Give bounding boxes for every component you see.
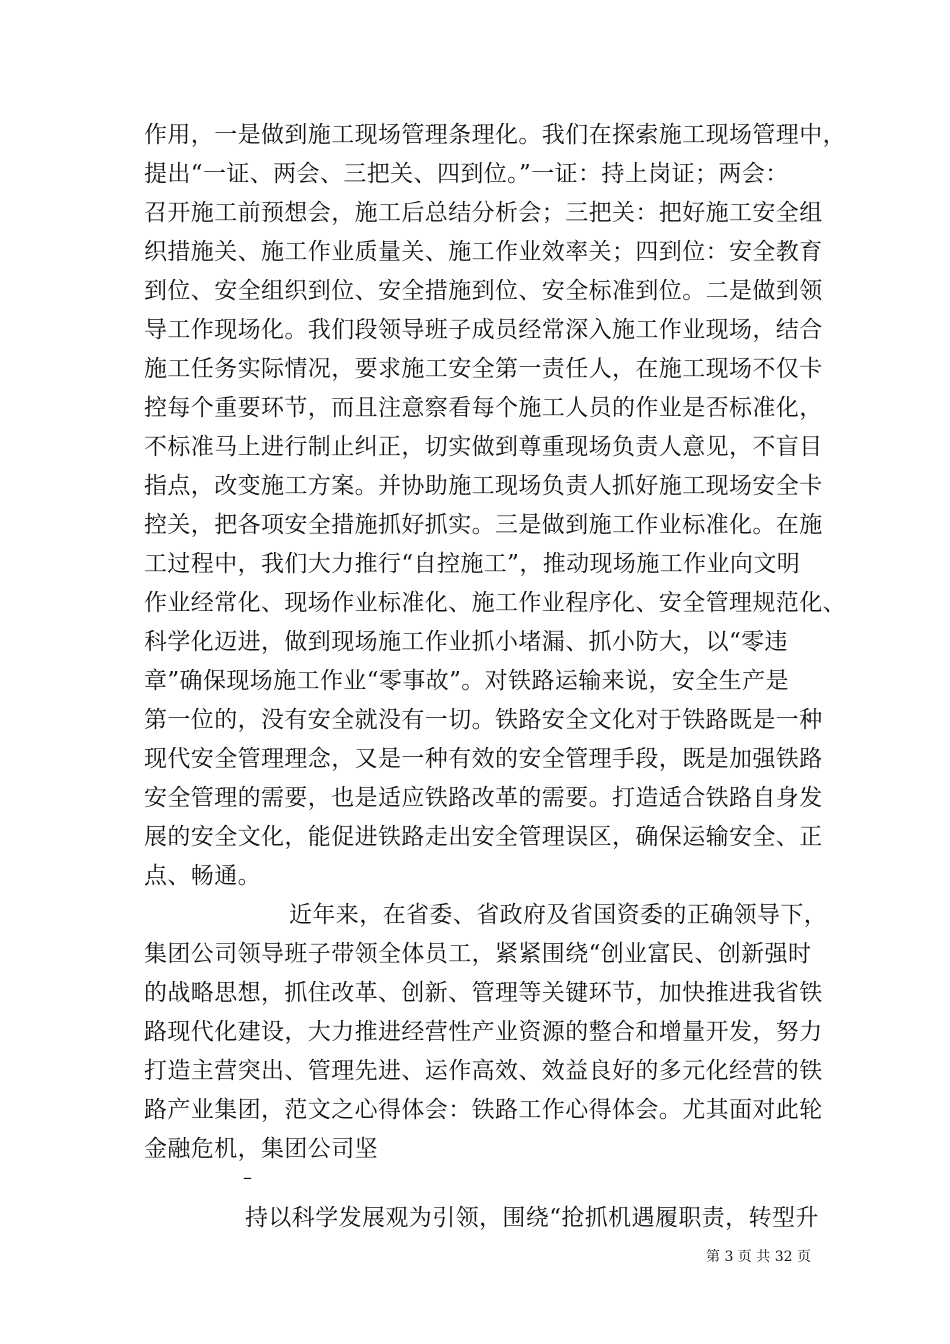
text-line-1: 作用，一是做到施工现场管理条理化。我们在探索施工现场管理中， (144, 122, 846, 148)
text-line-19: 展的安全文化，能促进铁路走出安全管理误区，确保运输安全、正 (144, 824, 823, 850)
text-line-22: 集团公司领导班子带领全体员工，紧紧围绕“创业富民、创新强时 (144, 941, 812, 967)
text-line-10: 指点，改变施工方案。并协助施工现场负责人抓好施工现场安全卡 (144, 473, 823, 499)
page-number-footer: 第 3 页 共 32 页 (706, 1249, 811, 1265)
text-line-20: 点、畅通。 (144, 863, 261, 889)
text-line-26: 路产业集团，范文之心得体会：铁路工作心得体会。尤其面对此轮 (144, 1097, 823, 1123)
separator-dash: – (243, 1167, 252, 1188)
text-line-11: 控关，把各项安全措施抓好抓实。三是做到施工作业标准化。在施 (144, 512, 823, 538)
text-line-6: 导工作现场化。我们段领导班子成员经常深入施工作业现场，结合 (144, 317, 823, 343)
text-line-23: 的战略思想，抓住改革、创新、管理等关键环节，加快推进我省铁 (144, 980, 823, 1006)
text-line-25: 打造主营突出、管理先进、运作高效、效益良好的多元化经营的铁 (144, 1058, 823, 1084)
text-line-24: 路现代化建设，大力推进经营性产业资源的整合和增量开发，努力 (144, 1019, 823, 1045)
text-line-5: 到位、安全组织到位、安全措施到位、安全标准到位。二是做到领 (144, 278, 823, 304)
text-line-16: 第一位的，没有安全就没有一切。铁路安全文化对于铁路既是一种 (144, 707, 823, 733)
text-line-3: 召开施工前预想会，施工后总结分析会；三把关：把好施工安全组 (144, 200, 823, 226)
text-line-2: 提出“一证、两会、三把关、四到位。”一证：持上岗证；两会： (144, 161, 789, 187)
text-line-4: 织措施关、施工作业质量关、施工作业效率关；四到位：安全教育 (144, 239, 823, 265)
text-line-9: 不标准马上进行制止纠正，切实做到尊重现场负责人意见，不盲目 (144, 434, 823, 460)
text-line-13: 作业经常化、现场作业标准化、施工作业程序化、安全管理规范化、 (144, 590, 846, 616)
text-line-15: 章”确保现场施工作业“零事故”。对铁路运输来说，安全生产是 (144, 668, 789, 694)
text-line-12: 工过程中，我们大力推行“自控施工”，推动现场施工作业向文明 (144, 551, 801, 577)
text-line-14: 科学化迈进，做到现场施工作业抓小堵漏、抓小防大，以“零违 (144, 629, 788, 655)
paragraph-start-line: 近年来，在省委、省政府及省国资委的正确领导下， (289, 902, 828, 928)
text-line-8: 控每个重要环节，而且注意察看每个施工人员的作业是否标准化， (144, 395, 823, 421)
text-line-17: 现代安全管理理念，又是一种有效的安全管理手段，既是加强铁路 (144, 746, 823, 772)
continuation-line: 持以科学发展观为引领，围绕“抢抓机遇履职责，转型升 (245, 1205, 819, 1231)
text-line-7: 施工任务实际情况，要求施工安全第一责任人，在施工现场不仅卡 (144, 356, 823, 382)
text-line-27: 金融危机，集团公司坚 (144, 1136, 378, 1162)
text-line-18: 安全管理的需要，也是适应铁路改革的需要。打造适合铁路自身发 (144, 785, 823, 811)
